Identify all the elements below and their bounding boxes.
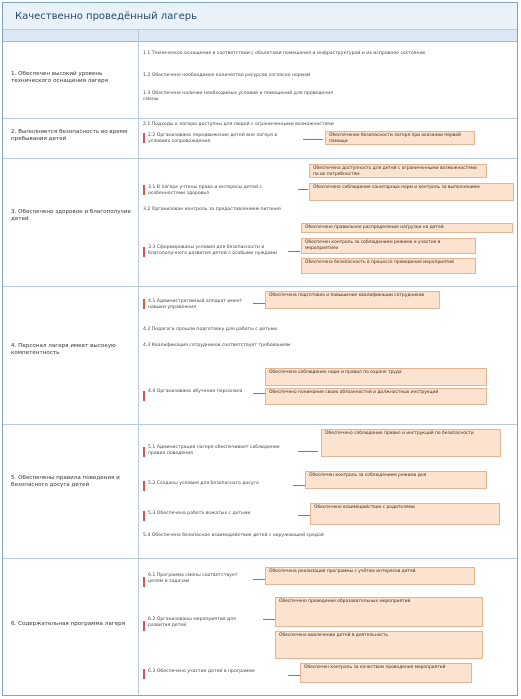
- row-label: 6. Содержательная программа лагеря: [11, 621, 126, 627]
- item-marker: [143, 247, 145, 257]
- connector-arrow: [253, 579, 265, 580]
- competence-box: Обеспечено правильное распределение нагрузки на детей: [301, 223, 513, 233]
- competence-box: Обеспечен контроль за соблюдением режима и участие в мероприятиях: [301, 238, 476, 254]
- row-label: 5. Обеспечены правила поведения и безопасного досуга детей: [11, 475, 120, 488]
- item-marker: [143, 299, 145, 309]
- row-item: 1.1 Техническое оснащение в соответствии с объектами помещения и инфраструктурой и их исправное состояние: [143, 51, 426, 56]
- competence-box: Обеспечена реализация программы с учётом интересов детей: [265, 567, 475, 585]
- connector-arrow: [293, 485, 305, 486]
- row-item: 3.2 Организован контроль за предоставлением питания: [143, 207, 281, 212]
- row-1: [3, 43, 517, 119]
- competence-box: Обеспечено соблюдение санитарных норм и контроль за выполнением: [309, 183, 514, 201]
- row-item: 5.1 Администрация лагеря обеспечивает соблюдение правил поведения: [148, 445, 280, 456]
- competence-box: Обеспечено взаимодействие с родителями: [310, 503, 500, 525]
- connector-arrow: [298, 515, 310, 516]
- competence-box: Обеспечено проведение образовательных мероприятий: [275, 597, 483, 627]
- competence-box: Обеспечен контроль за качеством проведения мероприятий: [300, 663, 472, 683]
- row-item: 5.3 Обеспечена работа вожатых с детьми: [148, 511, 251, 516]
- connector-arrow: [253, 303, 265, 304]
- connector-arrow: [298, 451, 318, 452]
- item-marker: [143, 669, 145, 679]
- row-item: 4.2 Педагоги прошли подготовку для работы с детьми: [143, 327, 278, 332]
- competence-box: Обеспечено понимание своих обязанностей и должностных инструкций: [265, 388, 487, 405]
- competence-box: Обеспечена доступность для детей с ограниченными возможностями по их потребностям: [309, 164, 487, 178]
- row-3: [3, 159, 517, 287]
- item-marker: [143, 391, 145, 401]
- row-2: [3, 119, 517, 159]
- item-marker: [143, 185, 145, 195]
- row-item: 6.3 Обеспечено участие детей в программе: [148, 669, 255, 674]
- title-bar: [3, 3, 517, 30]
- row-item: 1.3 Обеспечено наличие необходимых условий и помещений для проведения смены: [143, 91, 333, 102]
- connector-arrow: [263, 619, 275, 620]
- row-item: 3.1 В лагере учтены права и интересы детей с особенностями здоровья: [148, 185, 263, 196]
- item-marker: [143, 511, 145, 521]
- item-marker: [143, 481, 145, 491]
- row-item: 4.3 Квалификация сотрудников соответствует требованиям: [143, 343, 291, 348]
- row-item: 3.3 Сформированы условия для безопасности и благополучного развития детей с особыми нуждами: [148, 245, 277, 256]
- row-item: 6.1 Программа смены соответствует целям и задачам: [148, 573, 238, 584]
- connector-arrow: [303, 139, 323, 140]
- item-marker: [143, 577, 145, 587]
- row-item: 6.2 Организованы мероприятия для развития детей: [148, 617, 236, 628]
- connector-arrow: [298, 189, 308, 190]
- row-4: [3, 287, 517, 425]
- item-marker: [143, 447, 145, 457]
- connector-arrow: [288, 675, 300, 676]
- row-item: 2.1 Подходы к лагерю доступны для людей с ограниченными возможностями: [143, 122, 334, 127]
- row-item: 4.4 Организовано обучение персонала: [148, 389, 243, 394]
- row-label: 2. Выполняется безопасность во время пребывания детей: [11, 129, 128, 142]
- competence-box: Обеспечение безопасности лагеря при оказании первой помощи: [325, 131, 475, 145]
- row-item: 2.2 Организовано передвижение детей вне лагеря в условиях сопровождения: [148, 133, 278, 144]
- competence-box: Обеспечено соблюдение норм и правил по охране труда: [265, 368, 487, 386]
- row-item: 4.1 Административный аппарат имеет навыки управления: [148, 299, 243, 310]
- row-item: 5.2 Созданы условия для безопасного досуга: [148, 481, 259, 486]
- diagram-frame: [2, 2, 518, 696]
- competence-box: Обеспечена безопасность в процессе проведения мероприятий: [301, 258, 476, 274]
- row-5: [3, 425, 517, 559]
- competence-box: Обеспечена подготовка и повышение квалификации сотрудников: [265, 291, 440, 309]
- competence-box: Обеспечено вовлечение детей в деятельность: [275, 631, 483, 659]
- competence-box: Обеспечен контроль за соблюдением режима дня: [305, 471, 487, 489]
- row-6: [3, 559, 517, 695]
- connector-arrow: [253, 393, 265, 394]
- row-label: 4. Персонал лагеря имеет высокую компетентность: [11, 343, 116, 356]
- row-item: 5.4 Обеспечено безопасное взаимодействие детей с окружающей средой: [143, 533, 324, 538]
- competence-box: Обеспечено соблюдение правил и инструкций по безопасности: [321, 429, 501, 457]
- row-label: 3. Обеспечено здоровое и благополучие детей: [11, 209, 131, 222]
- row-label: 1. Обеспечен высокий уровень технического оснащения лагеря: [11, 71, 109, 84]
- item-marker: [143, 133, 145, 143]
- row-item: 1.2 Обеспечено необходимое количество ресурсов согласно нормам: [143, 73, 311, 78]
- diagram-title: Качественно проведённый лагерь: [15, 11, 197, 22]
- connector-arrow: [288, 251, 300, 252]
- item-marker: [143, 621, 145, 631]
- header-strip: [3, 30, 517, 42]
